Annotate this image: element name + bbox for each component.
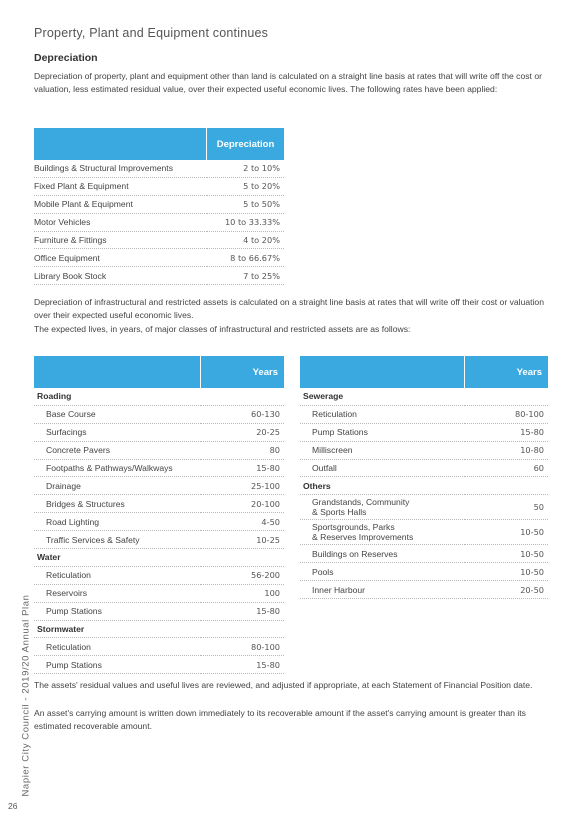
page-header: Property, Plant and Equipment continues: [34, 26, 269, 40]
left-lives-table: [34, 356, 284, 674]
row-label: Buildings & Structural Improvements: [34, 160, 207, 177]
row-label: Office Equipment: [34, 249, 207, 267]
row-label: Furniture & Fittings: [34, 231, 207, 249]
row-label: Library Book Stock: [34, 267, 207, 285]
table-header-blank: [34, 128, 207, 160]
row-value: 10 to 33.33%: [207, 213, 285, 231]
group-label: Water: [34, 549, 201, 567]
table-row: [34, 531, 284, 549]
row-value: 10-80: [465, 441, 549, 459]
row-value: 4 to 20%: [207, 231, 285, 249]
table-group-row: [34, 620, 284, 638]
table-row: [34, 177, 284, 195]
section-title: Depreciation: [34, 52, 98, 64]
row-value: 60-130: [201, 405, 285, 423]
row-label: Fixed Plant & Equipment: [34, 177, 207, 195]
right-lives-table: [300, 356, 548, 599]
table-group-row: [300, 388, 548, 405]
table-header-blank: [300, 356, 465, 388]
row-label: Inner Harbour: [300, 581, 465, 599]
depreciation-table: [34, 128, 284, 285]
row-label: Reservoirs: [34, 584, 201, 602]
table-group-row: [300, 477, 548, 495]
table-row: [34, 638, 284, 656]
row-value: 80-100: [465, 405, 549, 423]
table-row: [300, 423, 548, 441]
table-row: [34, 423, 284, 441]
table-row: [34, 566, 284, 584]
table-group-row: [34, 388, 284, 405]
row-label: Bridges & Structures: [34, 495, 201, 513]
table-row: [34, 195, 284, 213]
row-label: Milliscreen: [300, 441, 465, 459]
table-row: [300, 545, 548, 563]
row-value: [201, 620, 285, 638]
table-row: [300, 405, 548, 423]
years-header: Years: [201, 356, 285, 388]
table-row: [300, 495, 548, 520]
row-label: Surfacings: [34, 423, 201, 441]
row-label: Sportsgrounds, Parks & Reserves Improvements: [300, 520, 465, 545]
row-value: 20-50: [465, 581, 549, 599]
table-row: [34, 584, 284, 602]
table-row: [300, 459, 548, 477]
row-value: 80: [201, 441, 285, 459]
row-label: Road Lighting: [34, 513, 201, 531]
row-label: Reticulation: [300, 405, 465, 423]
row-value: 15-80: [465, 423, 549, 441]
row-value: [201, 549, 285, 567]
row-label: Outfall: [300, 459, 465, 477]
row-label: Pump Stations: [300, 423, 465, 441]
row-value: 15-80: [201, 656, 285, 674]
row-label: Pump Stations: [34, 656, 201, 674]
row-label: Concrete Pavers: [34, 441, 201, 459]
row-value: 5 to 20%: [207, 177, 285, 195]
row-value: 4-50: [201, 513, 285, 531]
row-label: Footpaths & Pathways/Walkways: [34, 459, 201, 477]
years-header: Years: [465, 356, 549, 388]
table-row: [34, 495, 284, 513]
row-value: [201, 388, 285, 405]
row-value: 8 to 66.67%: [207, 249, 285, 267]
group-label: Stormwater: [34, 620, 201, 638]
side-publication-title: Napier City Council - 2019/20 Annual Plan: [20, 594, 32, 797]
group-label: Others: [300, 477, 465, 495]
table-row: [34, 249, 284, 267]
row-label: Traffic Services & Safety: [34, 531, 201, 549]
row-label: Pools: [300, 563, 465, 581]
table-row: [34, 513, 284, 531]
paragraph-infrastructure: Depreciation of infrastructural and restricted assets is calculated on a straight line basis at rates that will write off their cost or valuation over their expected useful economic lives.: [34, 297, 544, 320]
row-value: 100: [201, 584, 285, 602]
row-value: 15-80: [201, 602, 285, 620]
row-value: 2 to 10%: [207, 160, 285, 177]
row-value: 20-25: [201, 423, 285, 441]
row-value: 10-50: [465, 520, 549, 545]
row-value: [465, 477, 549, 495]
paragraph-residual: The assets' residual values and useful lives are reviewed, and adjusted if appropriate, at each Statement of Financial Position date.: [34, 680, 533, 690]
table-header-blank: [34, 356, 201, 388]
row-label: Drainage: [34, 477, 201, 495]
row-value: [465, 388, 549, 405]
row-value: 10-50: [465, 563, 549, 581]
table-row: [34, 602, 284, 620]
row-label: Grandstands, Community & Sports Halls: [300, 495, 465, 520]
table-row: [34, 213, 284, 231]
paragraph-carrying: An asset's carrying amount is written down immediately to its recoverable amount if the asset's carrying amount is greater than its estimated recoverable amount.: [34, 708, 526, 731]
table-row: [34, 267, 284, 285]
row-label: Motor Vehicles: [34, 213, 207, 231]
table-row: [300, 520, 548, 545]
table-row: [300, 563, 548, 581]
row-value: 20-100: [201, 495, 285, 513]
row-value: 5 to 50%: [207, 195, 285, 213]
group-label: Sewerage: [300, 388, 465, 405]
table-group-row: [34, 549, 284, 567]
row-value: 50: [465, 495, 549, 520]
table-row: [300, 581, 548, 599]
row-value: 15-80: [201, 459, 285, 477]
row-value: 80-100: [201, 638, 285, 656]
table-row: [34, 231, 284, 249]
table-row: [34, 459, 284, 477]
page-number: 26: [8, 801, 18, 811]
row-value: 10-50: [465, 545, 549, 563]
row-label: Reticulation: [34, 638, 201, 656]
table-row: [34, 441, 284, 459]
table-row: [34, 477, 284, 495]
group-label: Roading: [34, 388, 201, 405]
table-row: [300, 441, 548, 459]
row-label: Base Course: [34, 405, 201, 423]
row-value: 56-200: [201, 566, 285, 584]
row-label: Pump Stations: [34, 602, 201, 620]
table-row: [34, 405, 284, 423]
row-label: Mobile Plant & Equipment: [34, 195, 207, 213]
row-value: 7 to 25%: [207, 267, 285, 285]
row-label: Buildings on Reserves: [300, 545, 465, 563]
depreciation-header: Depreciation: [207, 128, 285, 160]
paragraph-intro: Depreciation of property, plant and equipment other than land is calculated on a straight line basis at rates that will write off the cost or valuation, less estimated residual value, over their expected useful economic lives. The following rates have been applied:: [34, 71, 542, 94]
paragraph-expected-lives: The expected lives, in years, of major classes of infrastructural and restricted assets are as follows:: [34, 324, 411, 334]
table-row: [34, 656, 284, 674]
row-value: 60: [465, 459, 549, 477]
table-row: [34, 160, 284, 177]
row-value: 10-25: [201, 531, 285, 549]
row-value: 25-100: [201, 477, 285, 495]
row-label: Reticulation: [34, 566, 201, 584]
